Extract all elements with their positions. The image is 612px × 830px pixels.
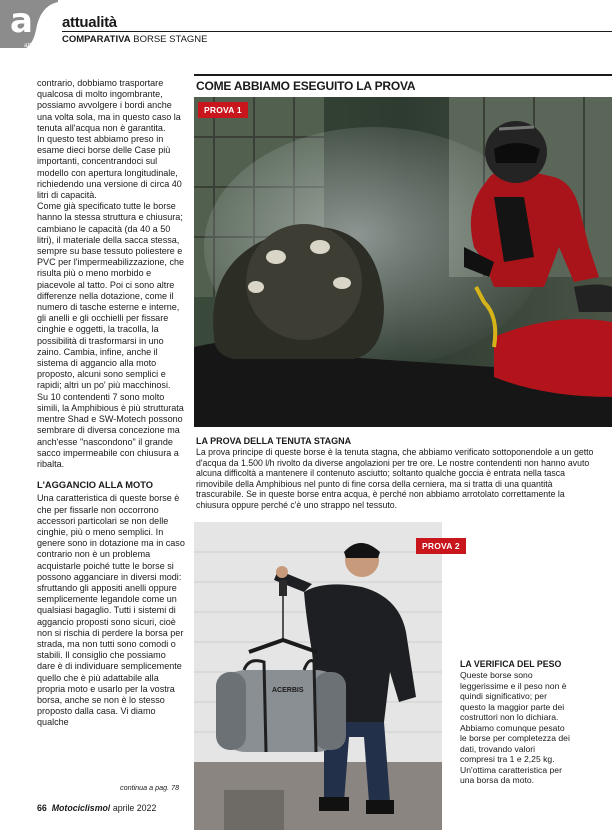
logo-letter: a	[10, 1, 33, 41]
section-logo	[0, 0, 58, 48]
section-subtitle-bold: COMPARATIVA	[62, 34, 131, 45]
water-test-photo	[194, 97, 612, 427]
page-footer: 66 Motociclismo/ aprile 2022	[37, 803, 157, 813]
section-title: attualità	[62, 14, 117, 31]
caption-1-title: LA PROVA DELLA TENUTA STAGNA	[196, 436, 352, 446]
article-paragraph: Una caratteristica di queste borse è che per fissarle non occorrono accessori particolari se non delle cinghie, più o meno semplici. In genere sono in dotazione ma in caso contrario non è un problema acquistarle poiché tutte le borse si possono agganciare in diversi modi: sfruttando gli appositi anelli oppure semplicemente legandole come un qualsiasi bagaglio. Tutti i sistemi di aggancio proposti sono sicuri, cioè non si rischia di perdere la borsa per strada, ma non tutti sono comodi o stabili. Il consiglio che possiamo dare è di individuare semplicemente quello che è più adattabile alla propria moto e usarlo per la vostra borsa, anche se non è lo stesso proposto dalla casa. Vi diamo qualche	[37, 493, 185, 728]
bag-brand: ACERBIS	[272, 687, 304, 694]
magazine-name: Motociclismo	[51, 803, 108, 813]
caption-1-text: La prova principe di queste borse è la tenuta stagna, che abbiamo verificato sottoponendole a un getto d'acqua da 1.500 l/h rivolto da diverse angolazioni per tre ore. Le nostre contendenti non hanno avuto alcuna difficoltà a mantenere il contenuto asciutto; soltanto qualche goccia è entrata nella tasca rimovibile della Amphibious nel punto di fine corsa della cerniera, ma si tratta di una quantità trascurabile. Se in queste borse entra acqua, è perché non abbiamo arrotolato correttamente la chiusura oppure perché c'è uno strappo nel tessuto.	[196, 447, 594, 510]
article-paragraph: In questo test abbiamo preso in esame dieci borse delle Case più importanti, concentrandoci sul modello con apertura longitudinale, richiedendo una versione di circa 40 litri di capacità.	[37, 134, 182, 201]
box-title: COME ABBIAMO ESEGUITO LA PROVA	[196, 79, 416, 93]
section-subtitle	[62, 34, 208, 45]
article-paragraph: contrario, dobbiamo trasportare qualcosa di molto ingombrante, possiamo avvolgere i bordi anche una volta sola, ma in questo caso la tenuta all'acqua non è garantita.	[37, 78, 181, 133]
caption-2-title: LA VERIFICA DEL PESO	[460, 659, 562, 669]
issue-date: aprile 2022	[112, 803, 157, 813]
weighing-photo	[194, 522, 442, 830]
caption-2-text: Queste borse sono leggerissime e il peso non è quindi significativo; per questo la maggior parte dei costruttori non lo dichiara. Abbiamo comunque pesato le borse per completezza dei dati, trovando valori compresi tra 1 e 2,25 kg. Un'ottima caratteristica per una borsa da moto.	[460, 670, 570, 785]
page-number: 66	[37, 803, 47, 813]
box-rule	[194, 74, 612, 76]
article-paragraph: Come già specificato tutte le borse hanno la stessa struttura e chiusura; cambiano le capacità (da 40 a 50 litri), il materiale della sacca stessa, sempre su base tessuto poliestere e PVC per l'impermeabilizzazione, che risulta più o meno morbido e piacevole al tatto. Poi ci sono altre differenze nella dotazione, come il numero di tasche esterne e interne, gli anelli e gli occhielli per fissare cinghie e oggetti, la tracolla, la possibilità di trasformarsi in uno zaino. Cambia, infine, anche il sistema di aggancio alla moto proposto, alcuni sono semplici e rapidi; altri un po' più macchinosi.	[37, 201, 185, 391]
test-badge-1: PROVA 1	[198, 102, 248, 118]
test-badge-2: PROVA 2	[416, 538, 466, 554]
article-paragraph: Su 10 contendenti 7 sono molto simili, la Amphibious è più strutturata mentre Shad e SW-Motech possono sembrare di diversa concezione ma anch'esse "nascondono" il grande sacco impermeabile con chiusura a ribalta.	[37, 391, 184, 469]
article-subhead: L'AGGANCIO ALLA MOTO	[37, 480, 154, 491]
continued-link[interactable]: continua a pag. 78	[120, 783, 180, 792]
section-subtitle-rest: BORSE STAGNE	[133, 34, 208, 45]
header-rule	[62, 31, 612, 32]
logo-word: attualità	[24, 42, 47, 48]
article-column	[37, 78, 185, 729]
